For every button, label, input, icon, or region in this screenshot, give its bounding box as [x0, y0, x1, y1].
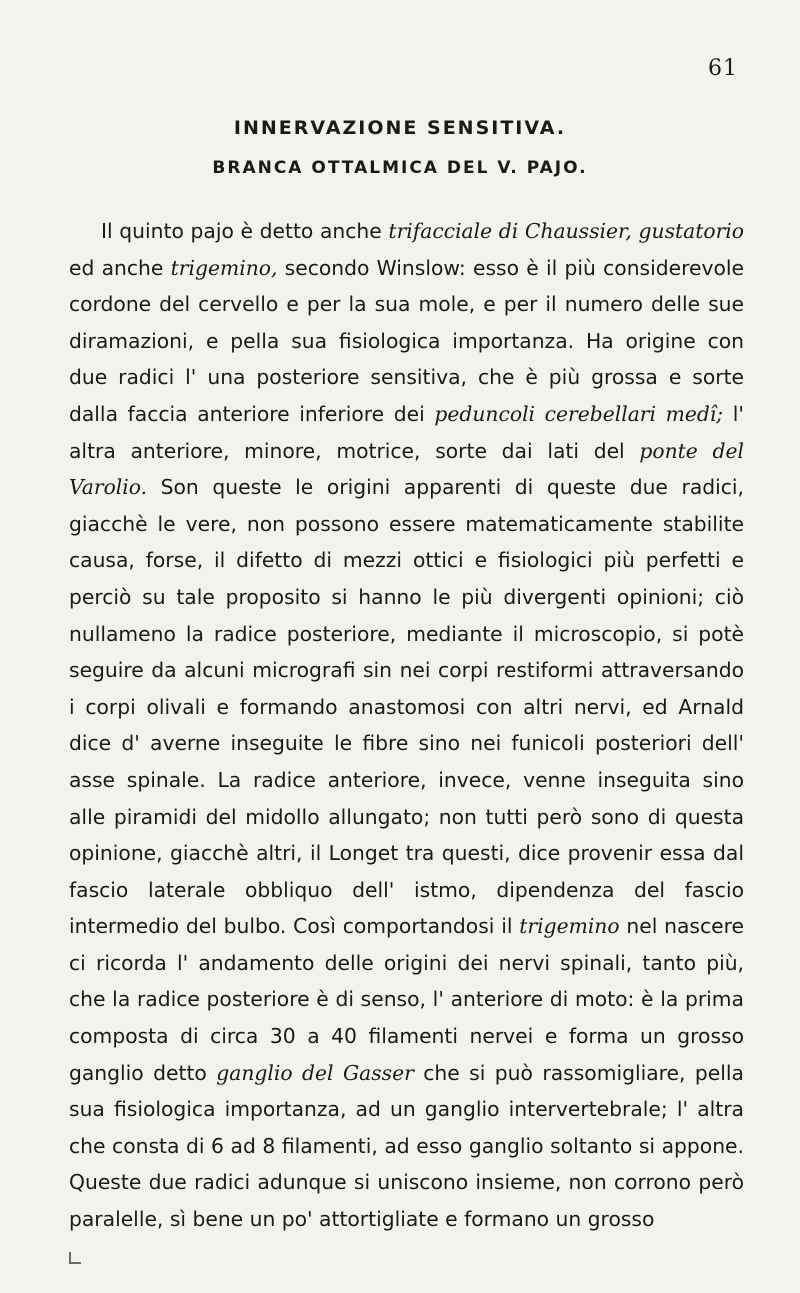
- text-run: Il quinto pajo è detto anche: [101, 219, 389, 243]
- body-text: [69, 213, 744, 1238]
- text-run: che si può rassomigliare, pella sua fisiologica importanza, ad un ganglio intervertebrale; l' altra che consta di 6 ad 8 filamenti, ad esso ganglio soltanto si appone. Queste due radici adunque si uniscono insieme, non corrono però paralelle, sì bene un po' attortigliate e formano un grosso: [69, 1060, 744, 1232]
- italic-term: trigemino,: [170, 255, 278, 280]
- italic-term: trifacciale di Chaussier, gustatorio: [388, 219, 744, 243]
- printer-corner-mark: [69, 1252, 81, 1264]
- text-run: Son queste le origini apparenti di queste due radici, giacchè le vere, non possono essere matematicamente stabilite causa, forse, il difetto di mezzi ottici e fisiologici più perfetti e perciò su tale proposito si hanno le più divergenti opinioni; ciò nullameno la radice posteriore, mediante il microscopio, si potè seguire da alcuni micrografi sin nei corpi restiformi attraversando i corpi olivali e formando anastomosi con altri nervi, ed Arnald dice d' averne inseguite le fibre sino nei funicoli posteriori dell' asse spinale. La radice anteriore, invece, venne inseguita sino alle piramidi del midollo allungato; non tutti però sono di questa opinione, giacchè altri, il Longet tra questi, dice provenir essa dal fascio laterale obbliquo dell' istmo, dipendenza del fascio intermedio del bulbo. Così comportandosi il: [69, 475, 744, 939]
- text-run: secondo Winslow: esso è il più considerevole cordone del cervello e per la sua mole, e per il numero delle sue diramazioni, e pella sua fisiologica importanza. Ha origine con due radici l' una posteriore sensitiva, che è più grossa e sorte dalla faccia anteriore inferiore dei: [69, 255, 745, 426]
- italic-term: trigemino: [519, 914, 620, 939]
- section-subheading: BRANCA OTTALMICA DEL V. PAJO.: [212, 158, 588, 178]
- paragraph: [69, 213, 744, 1238]
- text-run: l' altra anteriore, minore, motrice, sorte dai lati del: [69, 401, 744, 463]
- italic-term: ganglio del Gasser: [216, 1060, 414, 1085]
- text-run: nel nascere ci ricorda l' andamento delle origini dei nervi spinali, tanto più, che la radice posteriore è di senso, l' anteriore di moto: è la prima composta di circa 30 a 40 filamenti nervei e forma un grosso ganglio detto: [69, 914, 744, 1085]
- text-run: ed anche: [69, 255, 171, 280]
- italic-term: peduncoli cerebellari medî;: [434, 401, 724, 426]
- italic-term: ponte del Varolio.: [69, 438, 745, 500]
- page-number: 61: [708, 56, 738, 81]
- section-heading: INNERVAZIONE SENSITIVA.: [233, 117, 567, 139]
